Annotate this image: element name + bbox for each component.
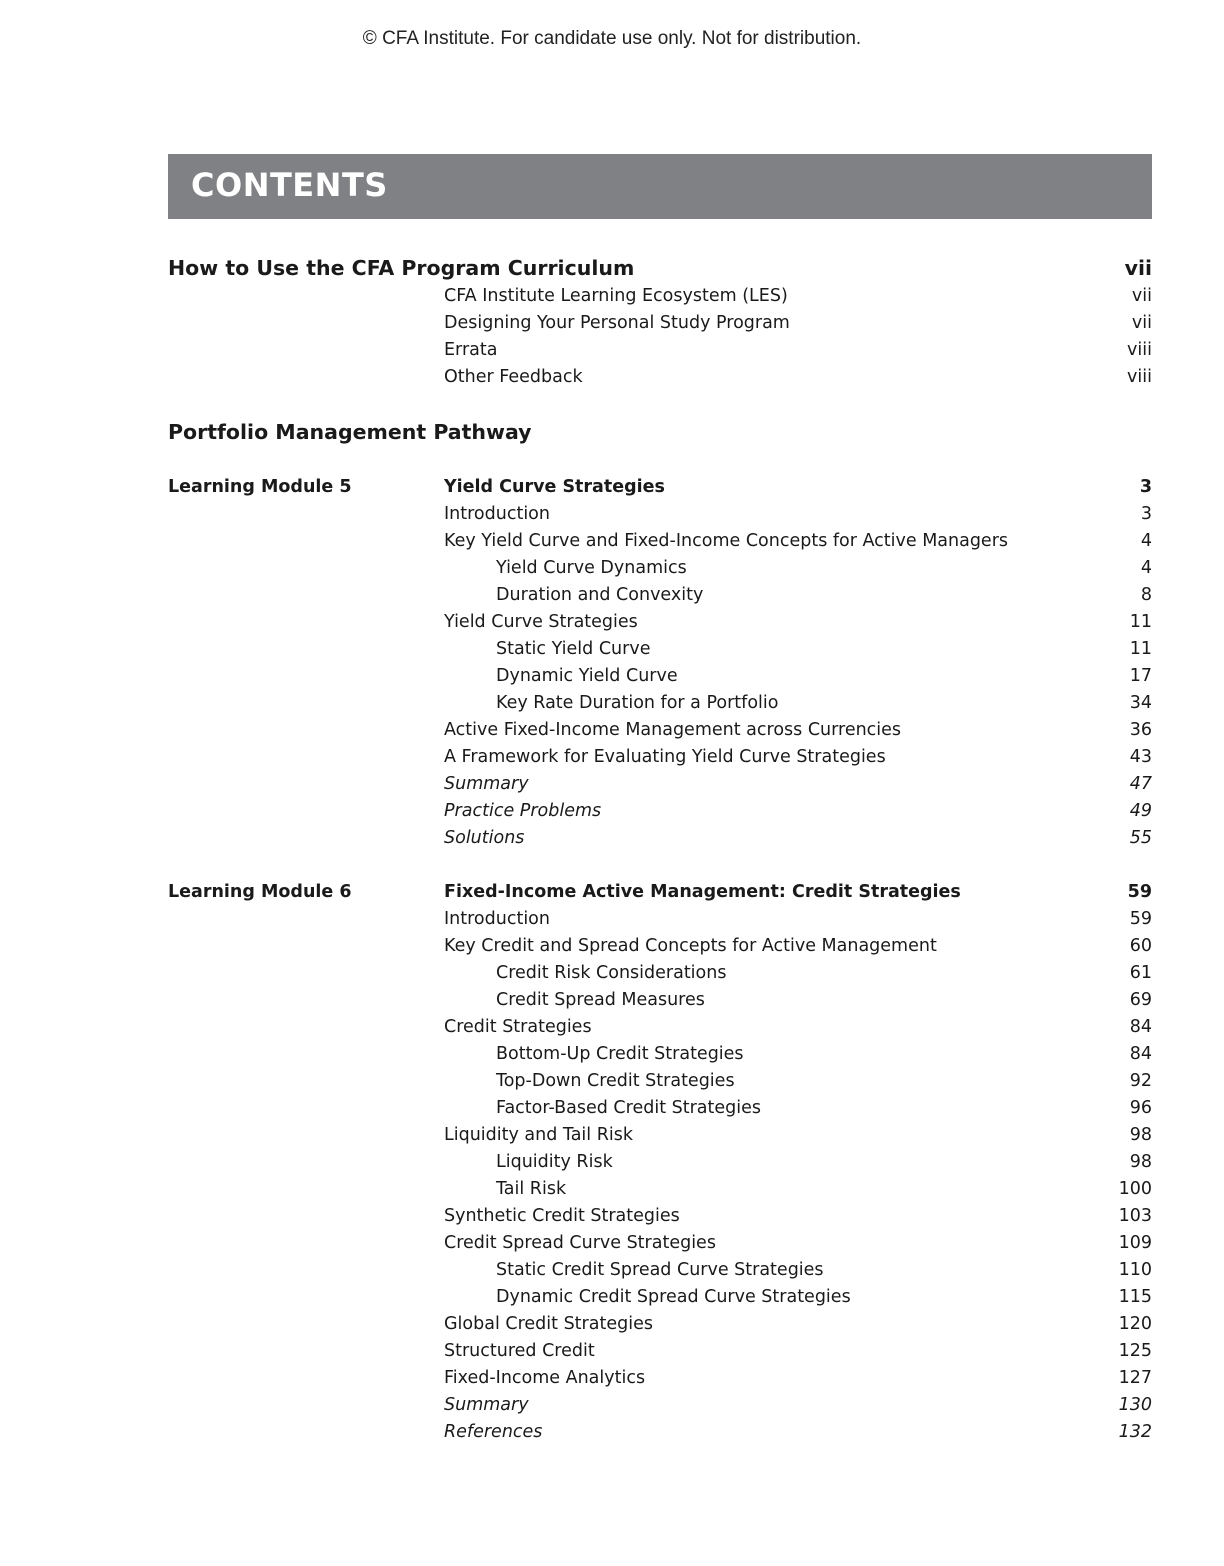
- toc-entry-title: Key Yield Curve and Fixed-Income Concepts for Active Managers: [444, 531, 1009, 551]
- toc-entry-page: 43: [1129, 747, 1152, 767]
- module-label: Learning Module 5: [168, 477, 352, 497]
- toc-entry-page: 3: [1140, 504, 1152, 524]
- toc-entry-title: Summary: [444, 1395, 529, 1415]
- toc-entry-curriculum[interactable]: [168, 253, 1152, 283]
- toc-entry-title: CFA Institute Learning Ecosystem (LES): [444, 286, 788, 306]
- toc-entry-page: 127: [1118, 1368, 1152, 1388]
- toc-subentry[interactable]: [168, 1041, 1152, 1068]
- toc-entry-title: Introduction: [444, 504, 550, 524]
- toc-subentry[interactable]: [168, 582, 1152, 609]
- toc-entry-title: Liquidity and Tail Risk: [444, 1125, 633, 1145]
- toc-entry-page: 96: [1129, 1098, 1152, 1118]
- contents-banner: [168, 154, 1152, 219]
- toc-entry-page: 100: [1118, 1179, 1152, 1199]
- toc-entry-page: 125: [1118, 1341, 1152, 1361]
- toc-entry[interactable]: [168, 310, 1152, 337]
- toc-entry-title: References: [444, 1422, 543, 1442]
- toc-subentry[interactable]: [168, 1284, 1152, 1311]
- toc-entry-title: Global Credit Strategies: [444, 1314, 653, 1334]
- toc-entry[interactable]: [168, 609, 1152, 636]
- toc-entry-page: 60: [1129, 936, 1152, 956]
- toc-entry-title: A Framework for Evaluating Yield Curve Strategies: [444, 747, 886, 767]
- toc-entry-page: 109: [1118, 1233, 1152, 1253]
- toc-entry[interactable]: [168, 1122, 1152, 1149]
- toc-entry-title: Factor-Based Credit Strategies: [496, 1098, 761, 1118]
- toc-entry-page: 115: [1118, 1287, 1152, 1307]
- toc-entry-page: 4: [1140, 531, 1152, 551]
- module-label: Learning Module 6: [168, 882, 352, 902]
- toc-entry[interactable]: [168, 1338, 1152, 1365]
- module-page: 3: [1139, 477, 1152, 497]
- toc-entry-title: Credit Strategies: [444, 1017, 592, 1037]
- toc-subentry[interactable]: [168, 636, 1152, 663]
- toc-subentry[interactable]: [168, 1095, 1152, 1122]
- toc-entry-page: 84: [1129, 1017, 1152, 1037]
- toc-entry[interactable]: [168, 364, 1152, 391]
- pathway-heading: [168, 417, 1152, 447]
- toc-entry-page: 110: [1118, 1260, 1152, 1280]
- toc-entry-title: Key Credit and Spread Concepts for Active Management: [444, 936, 937, 956]
- toc-entry-page: 103: [1118, 1206, 1152, 1226]
- toc-entry-title: Dynamic Credit Spread Curve Strategies: [496, 1287, 851, 1307]
- toc-entry-title: Duration and Convexity: [496, 585, 704, 605]
- pathway-title: Portfolio Management Pathway: [168, 420, 532, 444]
- toc-entry-title: Other Feedback: [444, 367, 583, 387]
- toc-entry-title: Yield Curve Dynamics: [496, 558, 687, 578]
- toc-subentry[interactable]: [168, 987, 1152, 1014]
- toc-entry-page: 61: [1129, 963, 1152, 983]
- toc-entry-page: 47: [1129, 774, 1152, 794]
- toc-entry[interactable]: [168, 501, 1152, 528]
- toc-entry-page: viii: [1127, 367, 1152, 387]
- toc-entry-title: Summary: [444, 774, 529, 794]
- toc-entry[interactable]: [168, 1311, 1152, 1338]
- toc-entry-title: Yield Curve Strategies: [444, 612, 638, 632]
- toc-entry[interactable]: [168, 1230, 1152, 1257]
- toc-entry-title: Liquidity Risk: [496, 1152, 613, 1172]
- toc-entry-title: Static Yield Curve: [496, 639, 651, 659]
- toc-entry-page: vii: [1131, 286, 1152, 306]
- toc-entry[interactable]: [168, 717, 1152, 744]
- toc-entry-title: Static Credit Spread Curve Strategies: [496, 1260, 824, 1280]
- toc-entry-page: 36: [1129, 720, 1152, 740]
- toc-entry-page: 130: [1118, 1395, 1152, 1415]
- toc-entry-title: Introduction: [444, 909, 550, 929]
- toc-entry-page: 98: [1129, 1125, 1152, 1145]
- copyright-notice: © CFA Institute. For candidate use only. Not for distribution.: [362, 28, 862, 49]
- toc-subentry[interactable]: [168, 1068, 1152, 1095]
- toc-entry[interactable]: [168, 798, 1152, 825]
- toc-entry-title: Solutions: [444, 828, 525, 848]
- toc-entry[interactable]: [168, 933, 1152, 960]
- contents-title: CONTENTS: [191, 166, 388, 204]
- toc-entry-title: Credit Spread Curve Strategies: [444, 1233, 716, 1253]
- toc-entry[interactable]: [168, 825, 1152, 852]
- toc-entry[interactable]: [168, 1014, 1152, 1041]
- toc-subentry[interactable]: [168, 1176, 1152, 1203]
- toc-entry-page: viii: [1127, 340, 1152, 360]
- module-6-heading[interactable]: [168, 879, 1152, 906]
- toc-subentry[interactable]: [168, 555, 1152, 582]
- toc-entry-page: 55: [1129, 828, 1152, 848]
- toc-entry-page: 49: [1129, 801, 1152, 821]
- module-title: Fixed-Income Active Management: Credit Strategies: [444, 882, 961, 902]
- toc-entry[interactable]: [168, 771, 1152, 798]
- toc-entry-page: 11: [1129, 612, 1152, 632]
- module-page: 59: [1127, 882, 1152, 902]
- toc-entry-title: Key Rate Duration for a Portfolio: [496, 693, 779, 713]
- toc-entry-page: 120: [1118, 1314, 1152, 1334]
- toc-entry[interactable]: [168, 1392, 1152, 1419]
- toc-entry[interactable]: [168, 1419, 1152, 1446]
- toc-entry-title: How to Use the CFA Program Curriculum: [168, 256, 635, 280]
- toc-entry-page: 59: [1129, 909, 1152, 929]
- toc-entry-page: 98: [1129, 1152, 1152, 1172]
- toc-entry-page: 4: [1140, 558, 1152, 578]
- toc-entry-title: Synthetic Credit Strategies: [444, 1206, 680, 1226]
- toc-entry-page: 8: [1140, 585, 1152, 605]
- toc-entry-page: 84: [1129, 1044, 1152, 1064]
- toc-entry-title: Bottom-Up Credit Strategies: [496, 1044, 744, 1064]
- toc-subentry[interactable]: [168, 1149, 1152, 1176]
- toc-entry-page: 132: [1118, 1422, 1152, 1442]
- toc-subentry[interactable]: [168, 690, 1152, 717]
- toc-entry-title: Designing Your Personal Study Program: [444, 313, 790, 333]
- table-of-contents: [168, 253, 1152, 1446]
- toc-entry-title: Errata: [444, 340, 498, 360]
- toc-entry-page: vii: [1131, 313, 1152, 333]
- toc-entry[interactable]: [168, 337, 1152, 364]
- toc-entry-title: Tail Risk: [496, 1179, 567, 1199]
- toc-subentry[interactable]: [168, 960, 1152, 987]
- module-5-heading[interactable]: [168, 474, 1152, 501]
- toc-entry-title: Fixed-Income Analytics: [444, 1368, 646, 1388]
- toc-entry-page: 69: [1129, 990, 1152, 1010]
- toc-entry-title: Practice Problems: [444, 801, 602, 821]
- toc-entry-title: Dynamic Yield Curve: [496, 666, 678, 686]
- toc-subentry[interactable]: [168, 1257, 1152, 1284]
- toc-entry-page: 17: [1129, 666, 1152, 686]
- toc-entry-page: 92: [1129, 1071, 1152, 1091]
- toc-entry-title: Credit Spread Measures: [496, 990, 705, 1010]
- toc-entry[interactable]: [168, 283, 1152, 310]
- toc-entry-page: vii: [1124, 256, 1152, 280]
- toc-entry[interactable]: [168, 744, 1152, 771]
- toc-entry-title: Credit Risk Considerations: [496, 963, 727, 983]
- toc-entry-title: Active Fixed-Income Management across Currencies: [444, 720, 902, 740]
- toc-entry-page: 11: [1129, 639, 1152, 659]
- toc-entry[interactable]: [168, 528, 1152, 555]
- toc-entry[interactable]: [168, 1365, 1152, 1392]
- toc-entry-title: Top-Down Credit Strategies: [496, 1071, 735, 1091]
- toc-entry[interactable]: [168, 1203, 1152, 1230]
- toc-entry[interactable]: [168, 906, 1152, 933]
- module-title: Yield Curve Strategies: [444, 477, 665, 497]
- toc-subentry[interactable]: [168, 663, 1152, 690]
- toc-entry-page: 34: [1129, 693, 1152, 713]
- toc-entry-title: Structured Credit: [444, 1341, 595, 1361]
